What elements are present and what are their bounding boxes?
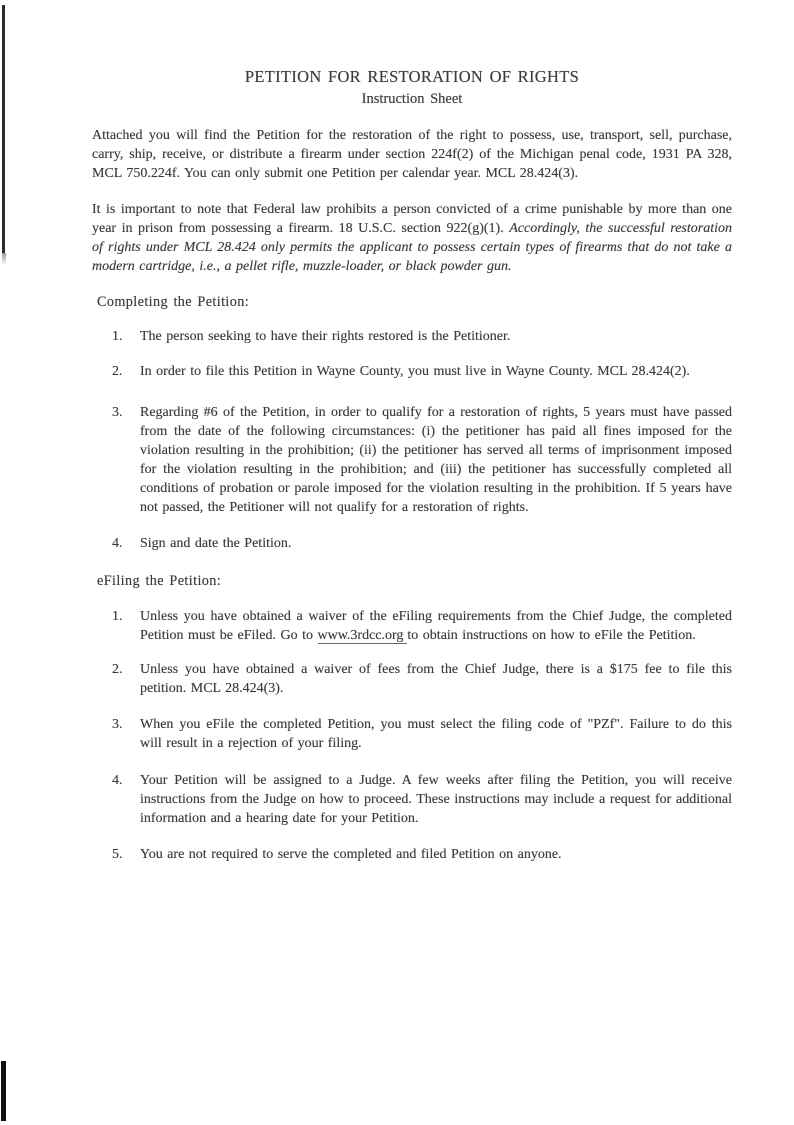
completing-item-4 (112, 534, 732, 553)
list-item-number: 4. (112, 536, 123, 551)
efiling-list (92, 607, 732, 864)
document-subtitle: Instruction Sheet (361, 91, 463, 107)
efiling-item-5 (112, 845, 732, 864)
intro-paragraph-1: Attached you will find the Petition for the restoration of the right to possess, use, transport, sell, purchase, carry, ship, receive, or distribute a firearm under section 224f(2) of the Michigan penal code, 1931 PA 328, MCL 750.224f. You can only submit one Petition per calendar year. MCL 28.424(3). (92, 128, 732, 181)
efiling-item-1-text-after: to obtain instructions on how to eFile the Petition. (407, 628, 696, 643)
completing-item-1 (112, 327, 732, 346)
list-item-text: Your Petition will be assigned to a Judge. A few weeks after filing the Petition, you will receive instructions from the Judge on how to proceed. These instructions may include a request for additional information and a hearing date for your Petition. (140, 773, 732, 826)
list-item-number: 1. (112, 609, 123, 624)
scan-artifact-bottom-bar (1, 1061, 6, 1121)
list-item-text: You are not required to serve the completed and filed Petition on anyone. (140, 847, 562, 862)
intro-paragraph-2 (92, 200, 732, 276)
completing-list (92, 327, 732, 553)
list-item-number: 1. (112, 329, 123, 344)
list-item-number: 3. (112, 717, 123, 732)
scan-artifact-left-line (2, 5, 5, 253)
list-item-text: Sign and date the Petition. (140, 536, 292, 551)
list-item-text: In order to file this Petition in Wayne County, you must live in Wayne County. MCL 28.424(2). (140, 364, 690, 379)
intro-paragraph-2-normal: It is important to note that Federal law prohibits a person convicted of a crime punishable by more than one year in prison from possessing a firearm. 18 U.S.C. section 922(g)(1). (92, 202, 732, 236)
efiling-item-1-text-before: Unless you have obtained a waiver of the eFiling requirements from the Chief Judge, the completed Petition must be eFiled. Go to (140, 609, 732, 643)
list-item-text: When you eFile the completed Petition, you must select the filing code of "PZf". Failure to do this will result in a rejection of your filing. (140, 717, 732, 751)
list-item-text (140, 607, 732, 645)
list-item-number: 2. (112, 662, 123, 677)
efiling-item-1 (112, 607, 732, 645)
3rdcc-website-link[interactable]: www.3rdcc.org (318, 628, 408, 644)
efiling-item-3 (112, 715, 732, 753)
list-item-number: 2. (112, 364, 123, 379)
list-item-text: The person seeking to have their rights restored is the Petitioner. (140, 329, 511, 344)
list-item-number: 4. (112, 773, 123, 788)
intro-paragraph-2-italic: Accordingly, the successful restoration of rights under MCL 28.424 only permits the applicant to possess certain types of firearms that do not take a modern cartridge, i.e., a pellet rifle, muzzle-loader, or black powder gun. (92, 221, 732, 274)
list-item-number: 3. (112, 405, 123, 420)
document-content (92, 67, 732, 864)
document-title: PETITION FOR RESTORATION OF RIGHTS (244, 67, 580, 86)
list-item-text: Regarding #6 of the Petition, in order to qualify for a restoration of rights, 5 years must have passed from the date of the following circumstances: (i) the petitioner has paid all fines imposed for the violation resulting in the prohibition; (ii) the petitioner has served all terms of imprisonment imposed for the violation resulting in the prohibition; and (iii) the petitioner has successfully completed all conditions of probation or parole imposed for the violation resulting in the prohibition. If 5 years have not passed, the Petitioner will not qualify for a restoration of rights. (140, 405, 732, 515)
efiling-item-2 (112, 660, 732, 698)
list-item-number: 5. (112, 847, 123, 862)
efiling-section-heading: eFiling the Petition: (97, 573, 222, 589)
completing-item-3 (112, 403, 732, 517)
efiling-item-4 (112, 771, 732, 828)
completing-section-heading: Completing the Petition: (97, 294, 250, 310)
list-item-text: Unless you have obtained a waiver of fees from the Chief Judge, there is a $175 fee to file this petition. MCL 28.424(3). (140, 662, 732, 696)
completing-item-2 (112, 362, 732, 381)
